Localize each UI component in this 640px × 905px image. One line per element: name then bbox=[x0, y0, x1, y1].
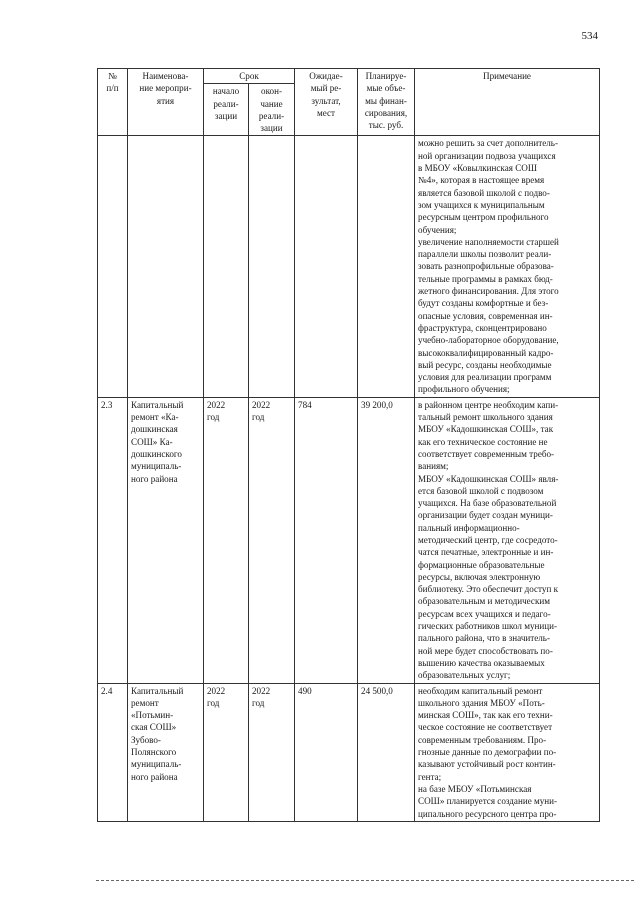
header-srok: Срок bbox=[204, 69, 295, 84]
cell-expected: 490 bbox=[295, 683, 358, 821]
header-start: начало реали- зации bbox=[204, 84, 249, 136]
cell-empty bbox=[358, 136, 415, 397]
cell-end: 2022 год bbox=[249, 683, 295, 821]
cell-note: в районном центре необходим капи- тальный ремонт школьного здания МБОУ «Кадошкинская СОШ», так как его техническое состояние не соответствует современным требо- ваниям; МБОУ «Кадошкинская СОШ» явля- ется базовой школой с подвозом учащихся. На базе образовательной организации будет создан муници- пальный информационно- методический центр, где сосредото- чатся печатные, электронные и ин- формационные образовательные ресурсы, включая электронную библиотеку. Это обеспечит доступ к образовательным и методическим ресурсам всех учащихся и педаго- гических работников школ муници- пального района, что в значитель- ной мере будет способствовать по- вышению качества оказываемых образовательных услуг; bbox=[415, 397, 600, 683]
header-expected: Ожидае- мый ре- зультат, мест bbox=[295, 69, 358, 136]
cell-name: Капитальный ремонт «Ка- дошкинская СОШ» Ка- дошкинского муниципаль- ного района bbox=[128, 397, 204, 683]
header-note: Примечание bbox=[415, 69, 600, 136]
cell-empty bbox=[204, 136, 249, 397]
header-end: окон- чание реали- зации bbox=[249, 84, 295, 136]
table-row-continuation bbox=[98, 136, 600, 397]
cell-num: 2.4 bbox=[98, 683, 128, 821]
cell-num: 2.3 bbox=[98, 397, 128, 683]
cell-start: 2022 год bbox=[204, 683, 249, 821]
cell-note: необходим капитальный ремонт школьного здания МБОУ «Поть- минская СОШ», так как его техни- ческое состояние не соответствует современным требованиям. Про- гнозные данные по демографии по- казывают устойчивый рост контин- гента; на базе МБОУ «Потьминская СОШ» планируется создание муни- ципального ресурсного центра про- bbox=[415, 683, 600, 821]
cell-name: Капитальный ремонт «Потьмин- ская СОШ» Зубово- Полянского муниципаль- ного района bbox=[128, 683, 204, 821]
cell-note: можно решить за счет дополнитель- ной организации подвоза учащихся в МБОУ «Ковылкинская СОШ №4», которая в настоящее время является базовой школой с подво- зом учащихся к муниципальным ресурсным центром профильного обучения; увеличение наполняемости старшей параллели школы позволит реали- зовать разнопрофильные образова- тельные программы в рамках бюд- жетного финансирования. Для этого будут созданы комфортные и без- опасные условия, современная ин- фраструктура, сконцентрировано учебно-лабораторное оборудование, высококвалифицированный кадро- вый ресурс, созданы необходимые условия для реализации программ профильного обучения; bbox=[415, 136, 600, 397]
page-number: 534 bbox=[581, 30, 598, 42]
cell-start: 2022 год bbox=[204, 397, 249, 683]
header-row-top bbox=[98, 69, 600, 84]
cell-empty bbox=[249, 136, 295, 397]
cell-empty bbox=[295, 136, 358, 397]
header-funding: Планируе- мые объе- мы финан- сирования, тыс. руб. bbox=[358, 69, 415, 136]
measures-table bbox=[97, 68, 600, 822]
cell-expected: 784 bbox=[295, 397, 358, 683]
table-row bbox=[98, 397, 600, 683]
header-num: № п/п bbox=[98, 69, 128, 136]
cell-end: 2022 год bbox=[249, 397, 295, 683]
header-name: Наименова- ние меропри- ятия bbox=[128, 69, 204, 136]
cell-empty bbox=[98, 136, 128, 397]
table-row bbox=[98, 683, 600, 821]
cell-empty bbox=[128, 136, 204, 397]
cell-funding: 39 200,0 bbox=[358, 397, 415, 683]
page-bottom-divider bbox=[96, 880, 634, 881]
cell-funding: 24 500,0 bbox=[358, 683, 415, 821]
